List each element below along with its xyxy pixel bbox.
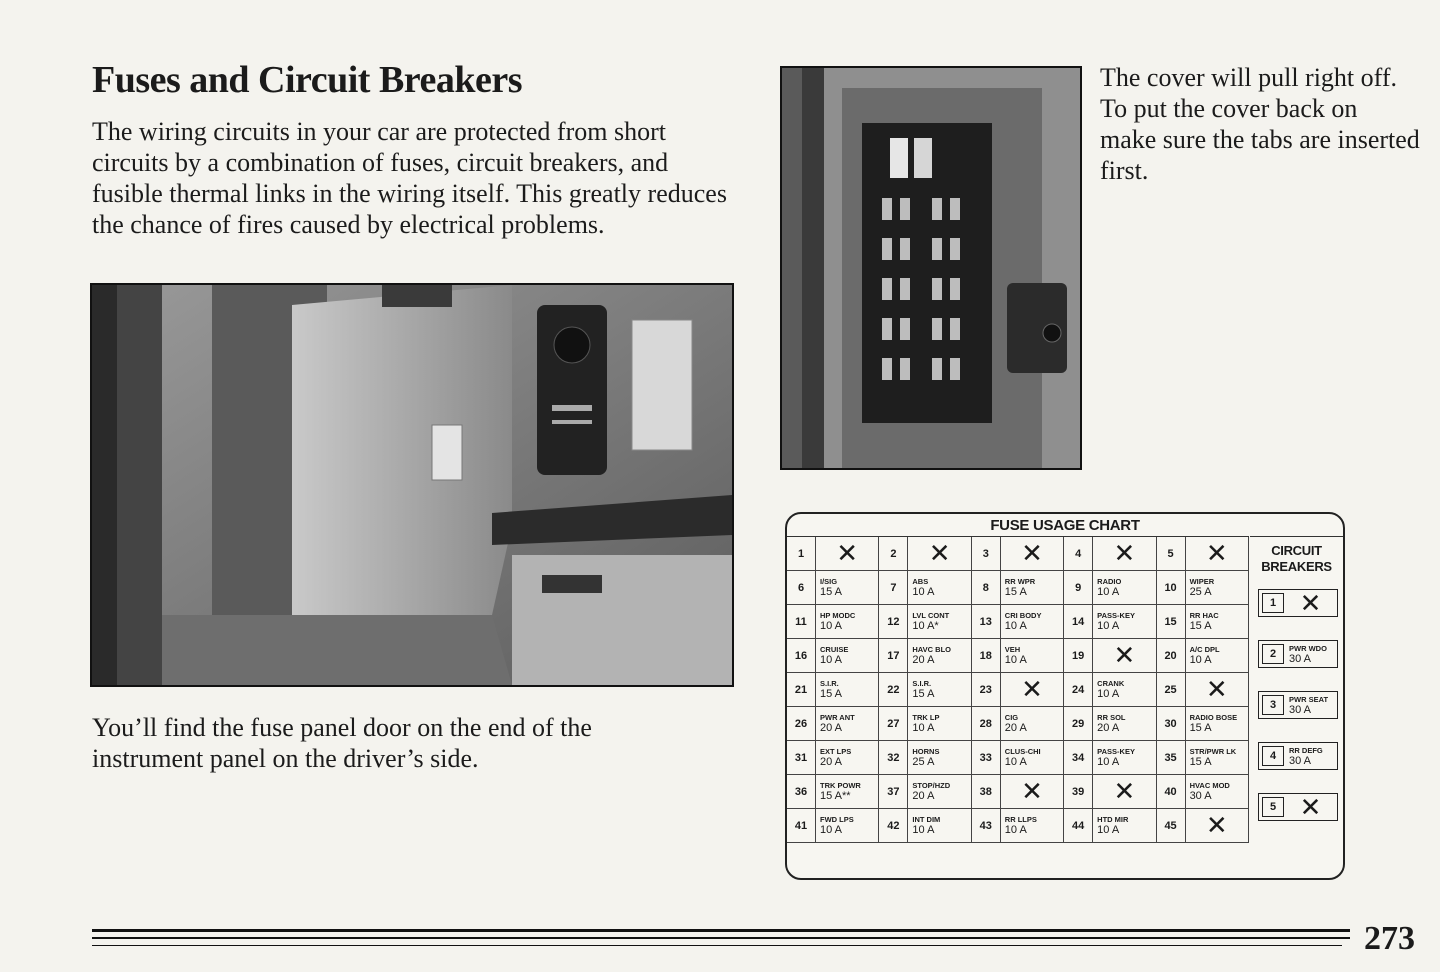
fuse-cell	[787, 707, 879, 740]
fuse-label	[1186, 741, 1249, 774]
fuse-label	[816, 673, 879, 706]
fuse-circuit-name: RR WPR	[1004, 577, 1036, 586]
fuse-cell	[1064, 571, 1156, 604]
fuse-circuit-name: PASS-KEY	[1097, 747, 1135, 756]
fuse-number: 22	[879, 673, 908, 706]
fuse-amp-rating: 20 A	[912, 790, 935, 802]
cb-title-line1: CIRCUIT	[1271, 543, 1322, 558]
fuse-cell	[1157, 537, 1249, 570]
fuse-number: 18	[972, 639, 1001, 672]
fuse-number: 31	[787, 741, 816, 774]
fuse-cell	[879, 741, 971, 774]
fuse-amp-rating: 15 A	[1004, 586, 1027, 598]
fuse-label	[1186, 571, 1249, 604]
fuse-number: 40	[1157, 775, 1186, 808]
fuse-cell	[787, 537, 879, 570]
fuse-cell	[972, 741, 1064, 774]
fuse-label	[816, 639, 879, 672]
fuse-number: 3	[972, 537, 1001, 570]
fuse-number: 10	[1157, 571, 1186, 604]
fuse-cell	[1064, 673, 1156, 706]
fuse-circuit-name: CRUISE	[820, 645, 849, 654]
empty-slot-x-icon: ✕	[1001, 673, 1064, 706]
fuse-label	[1093, 605, 1156, 638]
fuse-cell	[1157, 571, 1249, 604]
fuse-cell	[1064, 775, 1156, 808]
circuit-breaker-5	[1258, 793, 1338, 821]
fuse-number: 39	[1064, 775, 1093, 808]
fuse-circuit-name: RR SOL	[1097, 713, 1126, 722]
fuse-number: 34	[1064, 741, 1093, 774]
circuit-breaker-rating: 30 A	[1289, 652, 1312, 665]
fuse-label	[1186, 605, 1249, 638]
fuse-row	[787, 605, 1249, 639]
fuse-number: 28	[972, 707, 1001, 740]
fuse-amp-rating: 10 A	[912, 722, 935, 734]
fuse-amp-rating: 10 A	[820, 654, 843, 666]
fuse-cell	[1064, 639, 1156, 672]
empty-slot-x-icon: ✕	[1093, 639, 1156, 672]
fuse-amp-rating: 15 A	[1189, 756, 1212, 768]
fuse-circuit-name: RR HAC	[1189, 611, 1219, 620]
fuse-number: 25	[1157, 673, 1186, 706]
page-title: Fuses and Circuit Breakers	[92, 59, 522, 101]
fuse-grid	[787, 536, 1249, 843]
fuse-number: 33	[972, 741, 1001, 774]
fuse-row	[787, 571, 1249, 605]
fuse-circuit-name: ABS	[912, 577, 929, 586]
footer-rule	[92, 937, 1350, 939]
fuse-cell	[1064, 707, 1156, 740]
fuse-amp-rating: 10 A	[1097, 586, 1120, 598]
fuse-amp-rating: 10 A	[912, 586, 935, 598]
fuse-number: 15	[1157, 605, 1186, 638]
fuse-label	[1093, 741, 1156, 774]
fuse-amp-rating: 10 A	[820, 620, 843, 632]
fuse-row	[787, 809, 1249, 843]
fuse-number: 41	[787, 809, 816, 842]
fuse-cell	[879, 809, 971, 842]
fuse-label	[908, 605, 971, 638]
fuse-label	[1186, 639, 1249, 672]
fuse-number: 44	[1064, 809, 1093, 842]
fuse-cell	[1157, 605, 1249, 638]
fuse-amp-rating: 15 A	[820, 586, 843, 598]
fuse-label	[816, 571, 879, 604]
fuse-number: 42	[879, 809, 908, 842]
fuse-number: 43	[972, 809, 1001, 842]
fuse-cell	[1064, 605, 1156, 638]
fuse-amp-rating: 20 A	[912, 654, 935, 666]
fuse-number: 11	[787, 605, 816, 638]
fuse-cell	[972, 673, 1064, 706]
fuse-cell	[787, 809, 879, 842]
fuse-number: 36	[787, 775, 816, 808]
fuse-label	[1093, 707, 1156, 740]
fuse-cell	[787, 741, 879, 774]
fuse-number: 6	[787, 571, 816, 604]
fuse-cell	[879, 707, 971, 740]
fuse-label	[1001, 605, 1064, 638]
fuse-amp-rating: 15 A**	[820, 790, 851, 802]
fuse-amp-rating: 15 A	[1189, 722, 1212, 734]
fuse-amp-rating: 20 A	[820, 722, 843, 734]
fuse-number: 7	[879, 571, 908, 604]
fuse-amp-rating: 10 A	[1097, 688, 1120, 700]
circuit-breaker-name: PWR SEAT	[1289, 694, 1329, 704]
fuse-amp-rating: 10 A	[1004, 654, 1027, 666]
fuse-label	[816, 605, 879, 638]
fuse-circuit-name: RR LLPS	[1004, 815, 1037, 824]
circuit-breaker-number: 4	[1262, 746, 1284, 766]
fuse-cell	[972, 775, 1064, 808]
fuse-cell	[879, 639, 971, 672]
fuse-number: 32	[879, 741, 908, 774]
fuse-label	[1001, 639, 1064, 672]
cb-title-line2: BREAKERS	[1261, 559, 1332, 574]
fuse-number: 4	[1064, 537, 1093, 570]
circuit-breaker-name: RR DEFG	[1289, 745, 1323, 755]
fuse-cell	[787, 605, 879, 638]
footer-rule	[92, 945, 1342, 946]
circuit-breaker-label	[1284, 692, 1337, 718]
fuse-number: 21	[787, 673, 816, 706]
fuse-amp-rating: 20 A	[1097, 722, 1120, 734]
panel-location-caption: You’ll find the fuse panel door on the end of the instrument panel on the driver’s side.	[92, 713, 592, 773]
fuse-amp-rating: 30 A	[1189, 790, 1212, 802]
fuse-circuit-name: STOP/HZD	[912, 781, 951, 790]
fuse-label	[1186, 707, 1249, 740]
empty-slot-x-icon: ✕	[1093, 537, 1156, 570]
fuse-number: 12	[879, 605, 908, 638]
fuse-cell	[787, 673, 879, 706]
fuse-row	[787, 741, 1249, 775]
fuse-cell	[879, 775, 971, 808]
fuse-usage-chart	[785, 512, 1345, 880]
fuse-cell	[879, 571, 971, 604]
fuse-number: 35	[1157, 741, 1186, 774]
fuse-circuit-name: EXT LPS	[820, 747, 852, 756]
circuit-breakers-title	[1250, 537, 1343, 575]
fuse-amp-rating: 10 A	[1189, 654, 1212, 666]
fuse-cell	[1157, 707, 1249, 740]
fuse-label	[1093, 673, 1156, 706]
fuse-cell	[1064, 741, 1156, 774]
fuse-panel-photo	[780, 66, 1082, 470]
fuse-cell	[879, 537, 971, 570]
cover-instructions: The cover will pull right off. To put the cover back on make sure the tabs are inserted first.	[1100, 63, 1420, 185]
fuse-number: 37	[879, 775, 908, 808]
fuse-circuit-name: RADIO BOSE	[1189, 713, 1238, 722]
fuse-row	[787, 673, 1249, 707]
fuse-cell	[1157, 673, 1249, 706]
circuit-breaker-rating: 30 A	[1289, 703, 1312, 716]
fuse-label	[1001, 707, 1064, 740]
fuse-row	[787, 537, 1249, 571]
fuse-label	[908, 741, 971, 774]
fuse-cell	[1157, 741, 1249, 774]
fuse-amp-rating: 20 A	[820, 756, 843, 768]
fuse-amp-rating: 10 A	[1004, 620, 1027, 632]
circuit-breaker-3	[1258, 691, 1338, 719]
circuit-breaker-rating: 30 A	[1289, 754, 1312, 767]
fuse-label	[816, 741, 879, 774]
fuse-cell	[972, 809, 1064, 842]
fuse-amp-rating: 10 A*	[912, 620, 939, 632]
fuse-cell	[879, 605, 971, 638]
fuse-label	[908, 673, 971, 706]
circuit-breaker-label	[1284, 743, 1337, 769]
circuit-breaker-4	[1258, 742, 1338, 770]
fuse-cell	[972, 571, 1064, 604]
fuse-amp-rating: 10 A	[1004, 756, 1027, 768]
fuse-number: 38	[972, 775, 1001, 808]
fuse-cell	[972, 707, 1064, 740]
circuit-breaker-number: 1	[1262, 593, 1284, 613]
fuse-cell	[972, 605, 1064, 638]
fuse-label	[816, 809, 879, 842]
fuse-circuit-name: TRK LP	[912, 713, 940, 722]
fuse-circuit-name: STR/PWR LK	[1189, 747, 1237, 756]
fuse-amp-rating: 10 A	[1097, 824, 1120, 836]
fuse-circuit-name: INT DIM	[912, 815, 941, 824]
fuse-amp-rating: 10 A	[1097, 620, 1120, 632]
empty-slot-x-icon: ✕	[816, 537, 879, 570]
circuit-breaker-number: 2	[1262, 644, 1284, 664]
fuse-circuit-name: S.I.R.	[912, 679, 932, 688]
fuse-cell	[787, 639, 879, 672]
fuse-number: 8	[972, 571, 1001, 604]
fuse-cell	[787, 571, 879, 604]
fuse-row	[787, 639, 1249, 673]
fuse-label	[908, 775, 971, 808]
fuse-number: 23	[972, 673, 1001, 706]
fuse-label	[1093, 571, 1156, 604]
fuse-circuit-name: WIPER	[1189, 577, 1215, 586]
fuse-number: 26	[787, 707, 816, 740]
fuse-number: 30	[1157, 707, 1186, 740]
fuse-amp-rating: 15 A	[1189, 620, 1212, 632]
fuse-circuit-name: TRK POWR	[820, 781, 861, 790]
empty-slot-x-icon: ✕	[1299, 587, 1322, 618]
fuse-label	[908, 809, 971, 842]
fuse-label	[816, 707, 879, 740]
chart-title: FUSE USAGE CHART	[990, 517, 1140, 534]
fuse-cell	[1064, 537, 1156, 570]
fuse-number: 29	[1064, 707, 1093, 740]
intro-paragraph: The wiring circuits in your car are protected from short circuits by a combination of fuses, circuit breakers, and fusible thermal links in the wiring itself. This greatly reduces the chance of fires caused by electrical problems.	[92, 117, 727, 239]
empty-slot-x-icon: ✕	[1299, 791, 1322, 822]
fuse-label	[816, 775, 879, 808]
fuse-circuit-name: CRI BODY	[1004, 611, 1042, 620]
fuse-number: 5	[1157, 537, 1186, 570]
fuse-circuit-name: I/SIG	[820, 577, 838, 586]
fuse-number: 16	[787, 639, 816, 672]
fuse-number: 19	[1064, 639, 1093, 672]
fuse-amp-rating: 15 A	[912, 688, 935, 700]
fuse-circuit-name: VEH	[1004, 645, 1021, 654]
fuse-circuit-name: RADIO	[1097, 577, 1122, 586]
fuse-circuit-name: A/C DPL	[1189, 645, 1220, 654]
fuse-cell	[1064, 809, 1156, 842]
fuse-number: 45	[1157, 809, 1186, 842]
empty-slot-x-icon: ✕	[1001, 775, 1064, 808]
fuse-cell	[1157, 809, 1249, 842]
fuse-cell	[972, 639, 1064, 672]
footer-rule	[92, 929, 1350, 932]
page-number: 273	[1364, 920, 1415, 957]
fuse-circuit-name: PWR ANT	[820, 713, 855, 722]
fuse-number: 1	[787, 537, 816, 570]
fuse-cell	[879, 673, 971, 706]
empty-slot-x-icon: ✕	[1093, 775, 1156, 808]
empty-slot-x-icon: ✕	[1186, 809, 1249, 842]
fuse-number: 20	[1157, 639, 1186, 672]
fuse-circuit-name: CLUS-CHI	[1004, 747, 1041, 756]
fuse-circuit-name: CIG	[1004, 713, 1019, 722]
fuse-cell	[972, 537, 1064, 570]
empty-slot-x-icon: ✕	[908, 537, 971, 570]
fuse-circuit-name: PASS-KEY	[1097, 611, 1135, 620]
fuse-circuit-name: HP MODC	[820, 611, 856, 620]
fuse-label	[1001, 809, 1064, 842]
fuse-circuit-name: LVL CONT	[912, 611, 950, 620]
fuse-cell	[1157, 639, 1249, 672]
fuse-cell	[787, 775, 879, 808]
fuse-cell	[1157, 775, 1249, 808]
empty-slot-x-icon: ✕	[1186, 673, 1249, 706]
fuse-amp-rating: 10 A	[912, 824, 935, 836]
circuit-breaker-name: PWR WDO	[1289, 643, 1327, 653]
fuse-number: 9	[1064, 571, 1093, 604]
fuse-label	[1093, 809, 1156, 842]
fuse-label	[908, 707, 971, 740]
fuse-circuit-name: FWD LPS	[820, 815, 854, 824]
fuse-circuit-name: HORNS	[912, 747, 940, 756]
fuse-amp-rating: 25 A	[912, 756, 935, 768]
fuse-circuit-name: HAVC BLO	[912, 645, 952, 654]
empty-slot-x-icon: ✕	[1001, 537, 1064, 570]
fuse-number: 13	[972, 605, 1001, 638]
fuse-label	[908, 571, 971, 604]
fuse-number: 27	[879, 707, 908, 740]
circuit-breaker-1	[1258, 589, 1338, 617]
fuse-number: 2	[879, 537, 908, 570]
empty-slot-x-icon: ✕	[1186, 537, 1249, 570]
fuse-label	[908, 639, 971, 672]
fuse-label	[1186, 775, 1249, 808]
circuit-breaker-number: 5	[1262, 797, 1284, 817]
circuit-breaker-2	[1258, 640, 1338, 668]
fuse-row	[787, 707, 1249, 741]
fuse-number: 14	[1064, 605, 1093, 638]
circuit-breaker-label	[1284, 641, 1337, 667]
fuse-number: 24	[1064, 673, 1093, 706]
fuse-number: 17	[879, 639, 908, 672]
fuse-amp-rating: 10 A	[1004, 824, 1027, 836]
fuse-label	[1001, 741, 1064, 774]
fuse-circuit-name: S.I.R.	[820, 679, 839, 688]
circuit-breakers-column	[1250, 536, 1343, 845]
fuse-amp-rating: 20 A	[1004, 722, 1027, 734]
fuse-circuit-name: HVAC MOD	[1189, 781, 1230, 790]
fuse-row	[787, 775, 1249, 809]
fuse-circuit-name: CRANK	[1097, 679, 1125, 688]
fuse-amp-rating: 10 A	[820, 824, 843, 836]
fuse-label	[1001, 571, 1064, 604]
fuse-amp-rating: 10 A	[1097, 756, 1120, 768]
fuse-circuit-name: HTD MIR	[1097, 815, 1129, 824]
instrument-panel-photo	[90, 283, 734, 687]
fuse-amp-rating: 15 A	[820, 688, 843, 700]
fuse-amp-rating: 25 A	[1189, 586, 1212, 598]
circuit-breaker-number: 3	[1262, 695, 1284, 715]
